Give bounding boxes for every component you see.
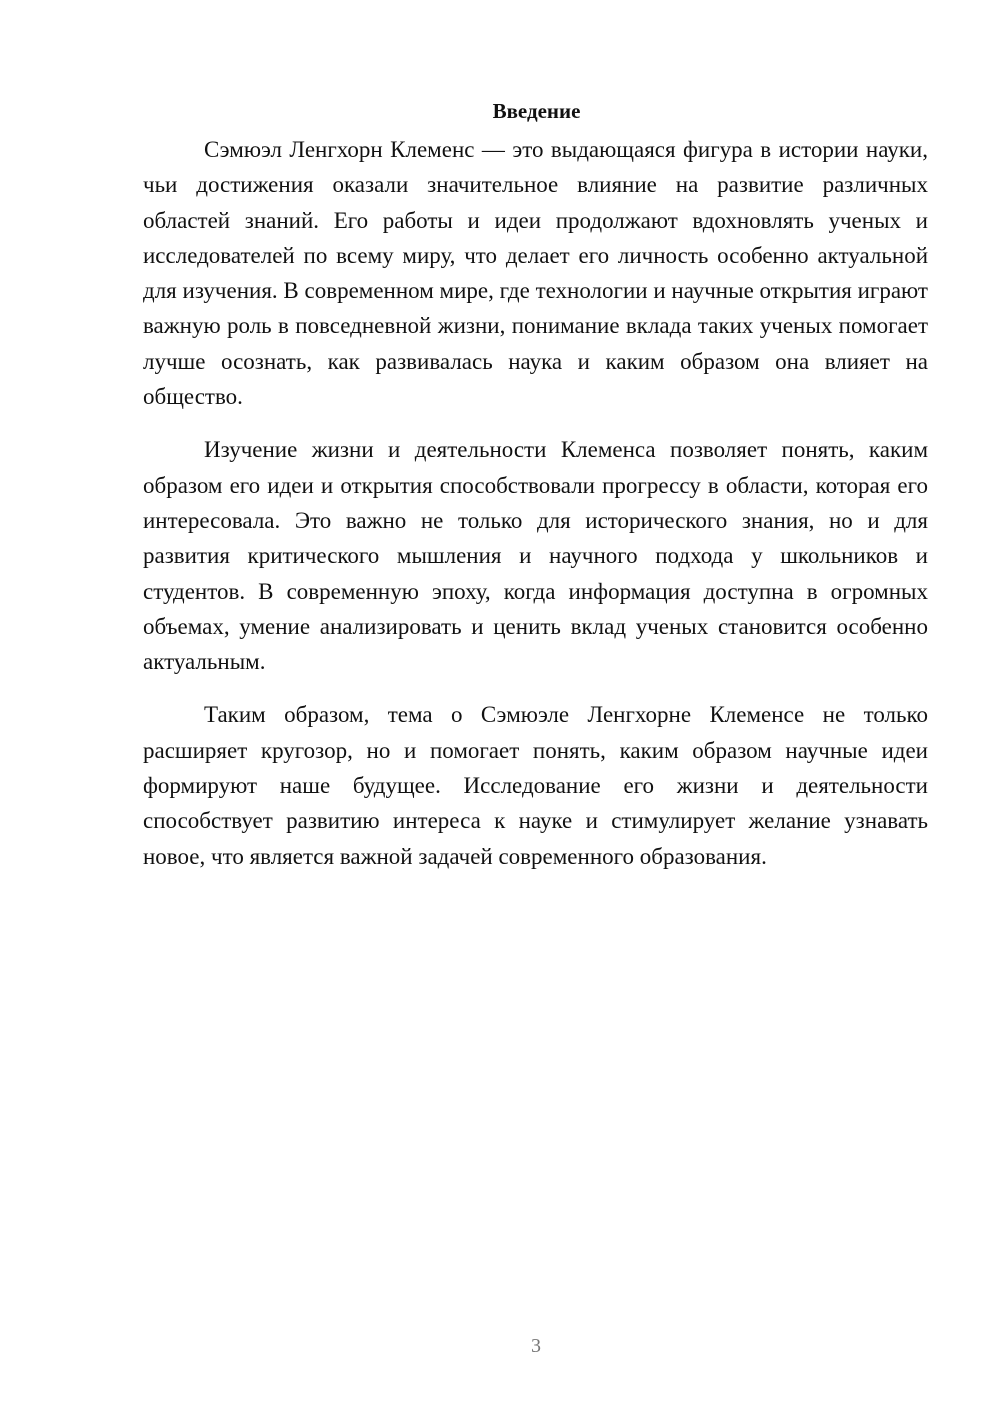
page-number: 3 xyxy=(531,1335,541,1357)
paragraph-3: Таким образом, тема о Сэмюэле Ленгхорне Клеменсе не только расширяет кругозор, но и помогает понять, каким образом научные идеи формируют наше будущее. Исследование его жизни и деятельности способствует развитию интереса к науке и стимулирует желание узнавать новое, что является важной задачей современного образования. xyxy=(143,702,928,869)
paragraph-1: Сэмюэл Ленгхорн Клеменс — это выдающаяся фигура в истории науки, чьи достижения оказали значительное влияние на развитие различных областей знаний. Его работы и идеи продолжают вдохновлять ученых и исследователей по всему миру, что делает его личность особенно актуальной для изучения. В современном мире, где технологии и научные открытия играют важную роль в повседневной жизни, понимание вклада таких ученых помогает лучше осознать, как развивалась наука и каким образом она влияет на общество. xyxy=(143,137,928,410)
paragraph-2: Изучение жизни и деятельности Клеменса позволяет понять, каким образом его идеи и открытия способствовали прогрессу в области, которая его интересовала. Это важно не только для исторического знания, но и для развития критического мышления и научного подхода у школьников и студентов. В современную эпоху, когда информация доступна в огромных объемах, умение анализировать и ценить вклад ученых становится особенно актуальным. xyxy=(143,437,928,675)
page-content xyxy=(143,98,928,874)
section-title: Введение xyxy=(492,99,581,123)
